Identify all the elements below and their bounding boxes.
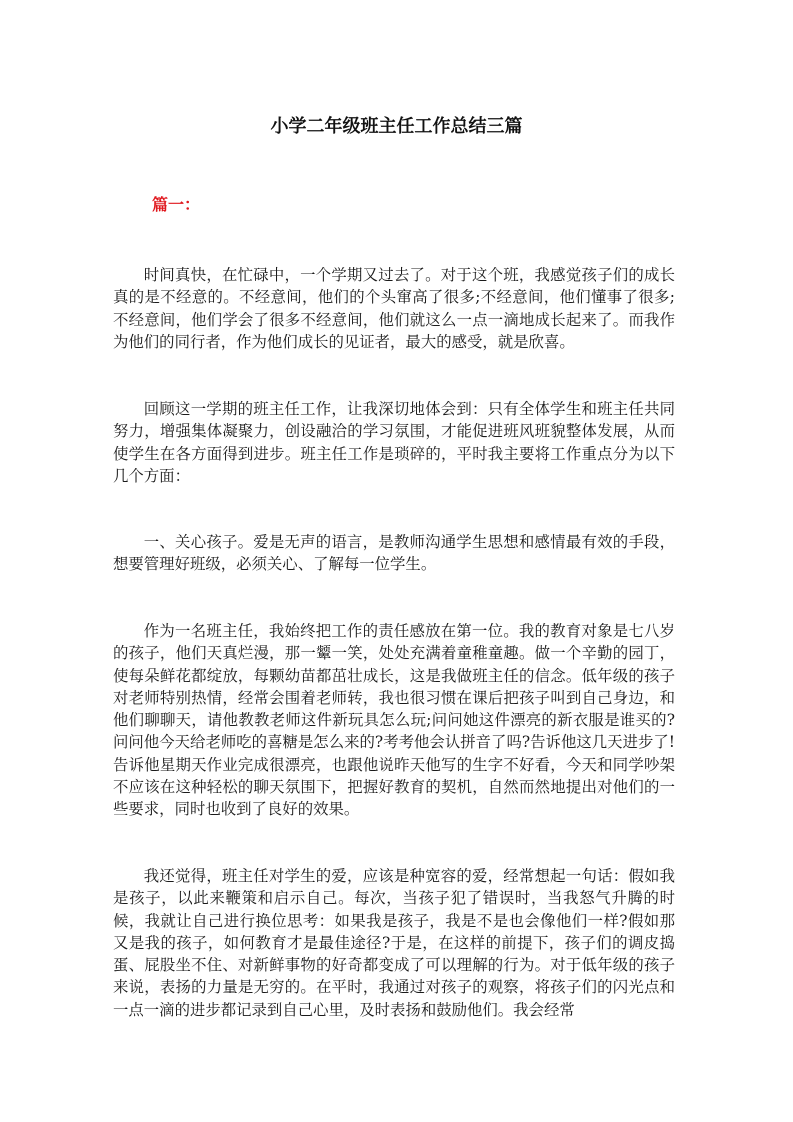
- section-heading: 篇一：: [152, 195, 201, 214]
- paragraph-1: 时间真快，在忙碌中，一个学期又过去了。对于这个班，我感觉孩子们的成长真的是不经意的。不经意间，他们的个头窜高了很多;不经意间，他们懂事了很多;不经意间，他们学会了很多不经意间，他们就这么一点一滴地成长起来了。而我作为他们的同行者，作为他们成长的见证者，最大的感受，就是欣喜。: [113, 266, 675, 351]
- paragraph-2: 回顾这一学期的班主任工作，让我深切地体会到：只有全体学生和班主任共同努力，增强集体凝聚力，创设融洽的学习氛围，才能促进班风班貌整体发展，从而使学生在各方面得到进步。班主任工作是琐碎的，平时我主要将工作重点分为以下几个方面：: [113, 400, 675, 485]
- document-title: 小学二年级班主任工作总结三篇: [270, 116, 523, 137]
- paragraph-3: 一、关心孩子。爱是无声的语言，是教师沟通学生思想和感情最有效的手段，想要管理好班级，必须关心、了解每一位学生。: [113, 533, 675, 574]
- paragraph-4: 作为一名班主任，我始终把工作的责任感放在第一位。我的教育对象是七八岁的孩子，他们天真烂漫，那一颦一笑，处处充满着童稚童趣。做一个辛勤的园丁，使每朵鲜花都绽放，每颗幼苗都茁壮成长，这是我做班主任的信念。低年级的孩子对老师特别热情，经常会围着老师转，我也很习惯在课后把孩子叫到自己身边，和他们聊聊天，请他教教老师这件新玩具怎么玩;问问她这件漂亮的新衣服是谁买的?问问他今天给老师吃的喜糖是怎么来的?考考他会认拼音了吗?告诉他这几天进步了!告诉他星期天作业完成很漂亮，也跟他说昨天他写的生字不好看，今天和同学吵架不应该在这种轻松的聊天氛围下，把握好教育的契机，自然而然地提出对他们的一些要求，同时也收到了良好的效果。: [113, 622, 675, 819]
- paragraph-5: 我还觉得，班主任对学生的爱，应该是种宽容的爱，经常想起一句话：假如我是孩子，以此来鞭策和启示自己。每次，当孩子犯了错误时，当我怒气升腾的时候，我就让自己进行换位思考：如果我是孩子，我是不是也会像他们一样?假如那又是我的孩子，如何教育才是最佳途径?于是，在这样的前提下，孩子们的调皮捣蛋、屁股坐不住、对新鲜事物的好奇都变成了可以理解的行为。对于低年级的孩子来说，表扬的力量是无穷的。在平时，我通过对孩子的观察，将孩子们的闪光点和一点一滴的进步都记录到自己心里，及时表扬和鼓励他们。我会经常: [113, 867, 675, 1019]
